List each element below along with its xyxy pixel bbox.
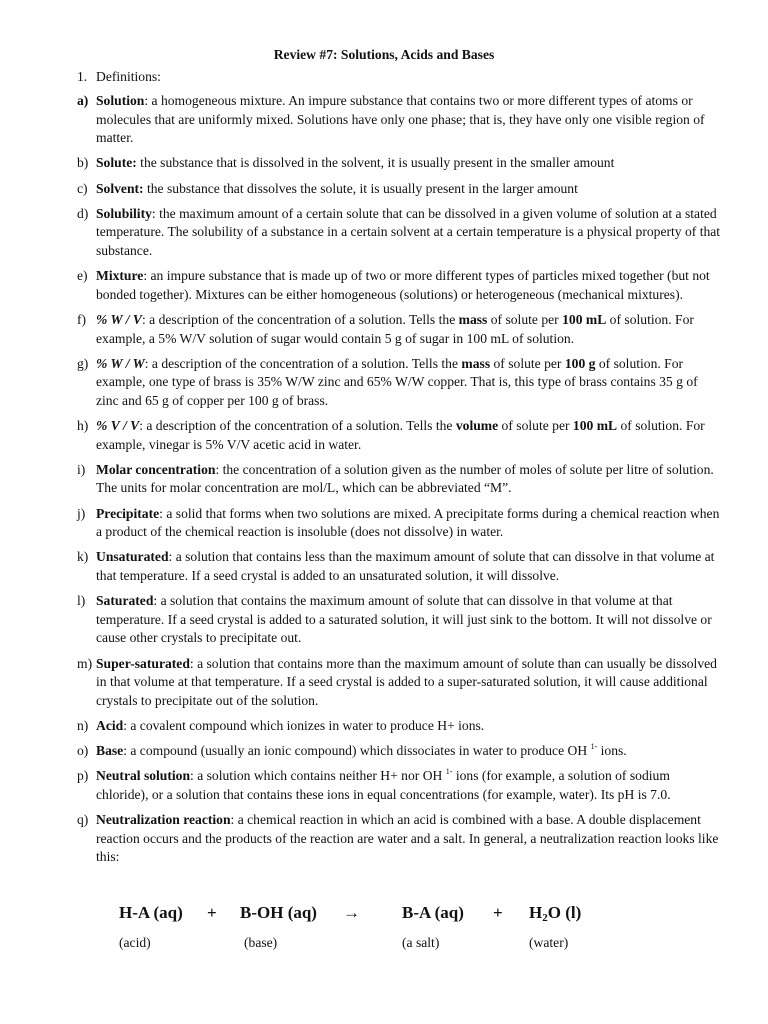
term-bold: Unsaturated (96, 549, 169, 565)
definition-text: of solute per (487, 311, 563, 327)
reaction-arrow: → (343, 903, 360, 922)
term-bold: Acid (96, 717, 124, 733)
definition-text: : a description of the concentration of a solution. Tells the (141, 311, 459, 327)
water-h: H (529, 903, 543, 922)
definition-text: of solute per (498, 418, 573, 434)
water-subscript: 2 (542, 912, 548, 924)
definition-item (77, 548, 722, 585)
definition-text: ions (for example, a solution of sodium chloride), or a solution that contains these ions in equal concentrations (for example, water). Its pH is 7.0. (96, 768, 671, 802)
equation-labels (0, 934, 768, 952)
term-bold: mass (461, 355, 491, 371)
definition-text: ions. (597, 743, 627, 759)
definition-item (77, 205, 722, 261)
definition-text: : a solution that contains more than the maximum amount of solute than can usually be dissolved in that volume at that temperature. If a seed crystal is added to a super-saturated solution, it will cause additional crystals to precipitate out of the solution. (96, 655, 717, 708)
definition-text: : the concentration of a solution given as the number of moles of solute per litre of solution. The units for molar concentration are mol/L, which can be abbreviated “M”. (96, 461, 714, 496)
definition-text: the substance that dissolves the solute, it is usually present in the larger amount (143, 180, 578, 196)
water-o: O (l) (547, 903, 582, 922)
section-title: Definitions: (96, 69, 161, 84)
term-bold: Base (96, 743, 124, 759)
term-bold-italic: % V / V (96, 418, 140, 434)
section-number: 1. (77, 69, 88, 84)
page-title: Review #7: Solutions, Acids and Bases (273, 47, 495, 62)
term-bold-italic: % W / V (96, 311, 142, 327)
item-marker: d) (77, 205, 89, 221)
item-marker: q) (77, 812, 89, 828)
definition-item (77, 592, 722, 648)
definition-text: : a solution that contains the maximum amount of solute that can dissolve in that volume at that temperature. If a seed crystal is added to a saturated solution, it will just sink to the bottom. It will not dissolve or cause other crystals to precipitate out. (96, 593, 712, 646)
term-bold: Mixture (96, 268, 144, 284)
definition-item (77, 355, 722, 411)
item-marker: o) (77, 743, 89, 759)
item-marker: c) (77, 180, 88, 196)
definition-item (77, 717, 722, 736)
reactant-base: B-OH (aq) (240, 903, 317, 922)
item-marker: p) (77, 768, 89, 784)
definition-text: of solution. For example, vinegar is 5% V/V acetic acid in water. (96, 418, 705, 452)
definition-text: : a solution that contains less than the maximum amount of solute that can dissolve in that volume at that temperature. If a seed crystal is added to an unsaturated solution, it will dissolve. (96, 549, 715, 583)
item-marker: m) (77, 655, 93, 671)
definition-item (77, 154, 722, 173)
reactant-acid: H-A (aq) (119, 903, 183, 922)
definition-text: : a compound (usually an ionic compound) which dissociates in water to produce OH (123, 743, 591, 759)
neutralization-equation (0, 904, 768, 926)
definition-text: of solution. For example, one type of brass is 35% W/W zinc and 65% W/W copper. That is, this type of brass contains 35 g of zinc and 65 g of copper per 100 g of brass. (96, 355, 698, 408)
item-marker: b) (77, 155, 89, 171)
term-bold: Saturated (96, 593, 154, 609)
definition-item (77, 267, 722, 304)
term-bold: Neutralization reaction (96, 812, 231, 828)
item-marker: l) (77, 593, 86, 609)
term-bold: 100 mL (562, 311, 607, 327)
definition-text: : a description of the concentration of a solution. Tells the (144, 355, 462, 371)
definition-text: : an impure substance that is made up of two or more different types of particles mixed together (but not bonded together). Mixtures can be either homogeneous (solutions) or heterogeneous (mechanical mixtures). (96, 268, 710, 302)
definition-item (77, 461, 722, 498)
item-marker: e) (77, 268, 88, 284)
plus-sign: + (493, 903, 503, 922)
definition-text: : a homogeneous mixture. An impure substance that contains two or more different types of atoms or molecules that are uniformly mixed. Solutions have only one phase; that is, they have only one visible region of matter. (96, 93, 705, 146)
definition-item (77, 811, 722, 867)
label-water: (water) (529, 935, 569, 950)
term-bold: Solution (96, 93, 145, 108)
item-marker: n) (77, 717, 89, 733)
definition-text: of solution. For example, a 5% W/V solution of sugar would contain 5 g of sugar in 100 mL of solution. (96, 311, 694, 346)
item-marker: f) (77, 311, 87, 327)
definition-text: : a description of the concentration of a solution. Tells the (139, 418, 456, 434)
definition-text: : a solution which contains neither H+ nor OH (190, 768, 446, 784)
definition-item (77, 311, 722, 348)
charge-superscript: 1- (445, 767, 453, 777)
definition-text: : a covalent compound which ionizes in water to produce H+ ions. (123, 717, 485, 733)
item-marker: i) (77, 461, 86, 477)
term-bold: Solubility (96, 205, 152, 221)
definition-text: : a solid that forms when two solutions are mixed. A precipitate forms during a chemical reaction when a product of the chemical reaction is insoluble (does not dissolve) in water. (96, 505, 720, 540)
item-marker: g) (77, 355, 89, 371)
term-bold: 100 g (564, 355, 596, 371)
term-bold: mass (458, 311, 488, 327)
term-bold: volume (455, 418, 499, 434)
label-acid: (acid) (119, 935, 151, 950)
plus-sign: + (207, 903, 217, 922)
term-bold: Super-saturated (96, 655, 190, 671)
term-bold-italic: % W / W (96, 355, 145, 371)
definition-item (77, 180, 722, 199)
item-marker: j) (77, 505, 86, 521)
definition-item (77, 767, 722, 804)
item-marker: k) (77, 549, 89, 565)
term-bold: Solvent: (96, 180, 144, 196)
definition-item (77, 417, 722, 454)
definitions-list (77, 92, 722, 873)
term-bold: Neutral solution (96, 768, 191, 784)
label-base: (base) (244, 935, 278, 950)
definition-item (77, 655, 722, 711)
definition-text: the substance that is dissolved in the solvent, it is usually present in the smaller amount (136, 155, 615, 171)
definition-text: of solute per (490, 355, 565, 371)
product-water (529, 904, 581, 923)
product-salt: B-A (aq) (402, 903, 464, 922)
definition-text: : a chemical reaction in which an acid is combined with a base. A double displacement reaction occurs and the products of the reaction are water and a salt. In general, a neutralization reaction looks like this: (96, 812, 719, 865)
item-marker: h) (77, 418, 89, 434)
definition-text: : the maximum amount of a certain solute that can be dissolved in a given volume of solution at a stated temperature. The solubility of a substance in a certain solvent at a certain temperature is a physical property of that substance. (96, 205, 721, 258)
term-bold: Molar concentration (96, 461, 216, 477)
definition-item (77, 92, 722, 148)
term-bold: Precipitate (96, 505, 160, 521)
section-heading (77, 68, 161, 87)
definition-item (77, 505, 722, 542)
term-bold: 100 mL (572, 418, 618, 434)
charge-superscript: 1- (590, 742, 598, 752)
term-bold: Solute: (96, 155, 137, 171)
label-salt: (a salt) (402, 935, 440, 950)
item-marker: a) (77, 93, 89, 108)
definition-item (77, 742, 722, 761)
